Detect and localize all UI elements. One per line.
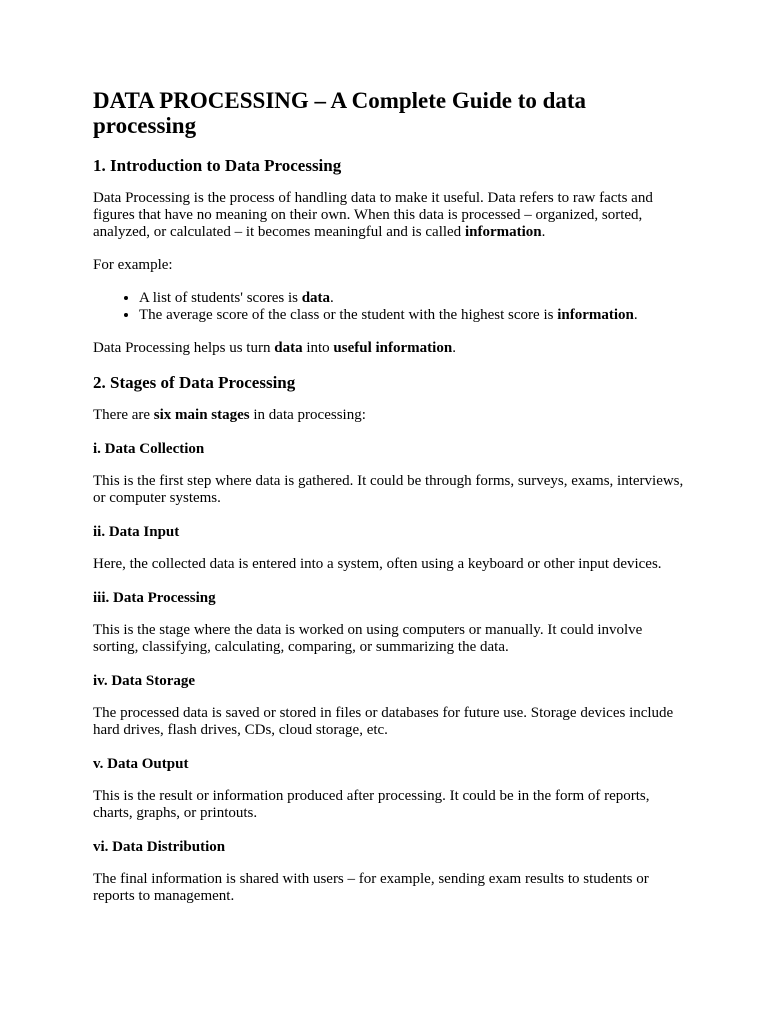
list-item-bold: data (301, 290, 331, 306)
summary-paragraph (93, 340, 688, 357)
stage-heading-storage: iv. Data Storage (93, 673, 196, 689)
intro-paragraph-end: . (541, 224, 546, 240)
stages-intro-text-2: in data processing: (249, 407, 366, 423)
summary-bold-1: data (274, 340, 303, 356)
intro-paragraph-bold: information (464, 224, 542, 240)
summary-text-3: . (452, 340, 456, 356)
stage-text-collection: This is the first step where data is gathered. It could be through forms, surveys, exams, interviews, or computer systems. (93, 473, 684, 506)
list-item-text: The average score of the class or the student with the highest score is (139, 307, 558, 323)
stage-text-output: This is the result or information produced after processing. It could be in the form of reports, charts, graphs, or printouts. (93, 788, 650, 821)
list-item-end: . (633, 307, 638, 323)
stage-text-storage: The processed data is saved or stored in files or databases for future use. Storage devices include hard drives, flash drives, CDs, cloud storage, etc. (93, 705, 674, 738)
stage-heading-distribution: vi. Data Distribution (93, 839, 226, 855)
stage-heading-collection: i. Data Collection (93, 441, 205, 457)
list-item-bold: information (557, 307, 634, 323)
stage-text-processing: This is the stage where the data is worked on using computers or manually. It could involve sorting, classifying, calculating, comparing, or summarizing the data. (93, 622, 643, 655)
summary-text-2: into (302, 340, 334, 356)
stage-text-distribution: The final information is shared with users – for example, sending exam results to students or reports to management. (93, 871, 649, 904)
stages-intro-paragraph (93, 407, 688, 424)
intro-paragraph (93, 190, 688, 241)
summary-bold-2: useful information (333, 340, 453, 356)
list-item (139, 290, 688, 307)
stage-heading-input: ii. Data Input (93, 524, 180, 540)
stage-heading-output: v. Data Output (93, 756, 189, 772)
list-item-end: . (330, 290, 334, 306)
stages-intro-bold: six main stages (153, 407, 250, 423)
section-heading-stages: 2. Stages of Data Processing (93, 373, 296, 392)
example-list (93, 290, 688, 324)
stage-text-input: Here, the collected data is entered into a system, often using a keyboard or other input devices. (93, 556, 662, 572)
list-item-text: A list of students' scores is (139, 290, 302, 306)
section-heading-introduction: 1. Introduction to Data Processing (93, 156, 342, 175)
stage-heading-processing: iii. Data Processing (93, 590, 216, 606)
summary-text-1: Data Processing helps us turn (93, 340, 275, 356)
list-item (139, 307, 688, 324)
example-label: For example: (93, 257, 173, 273)
stages-intro-text-1: There are (93, 407, 154, 423)
document-title: DATA PROCESSING – A Complete Guide to data processing (93, 88, 587, 138)
intro-paragraph-text: Data Processing is the process of handling data to make it useful. Data refers to raw facts and figures that have no meaning on their own. When this data is processed – organized, sorted, analyzed, or calculated – it becomes meaningful and is called (93, 190, 653, 240)
